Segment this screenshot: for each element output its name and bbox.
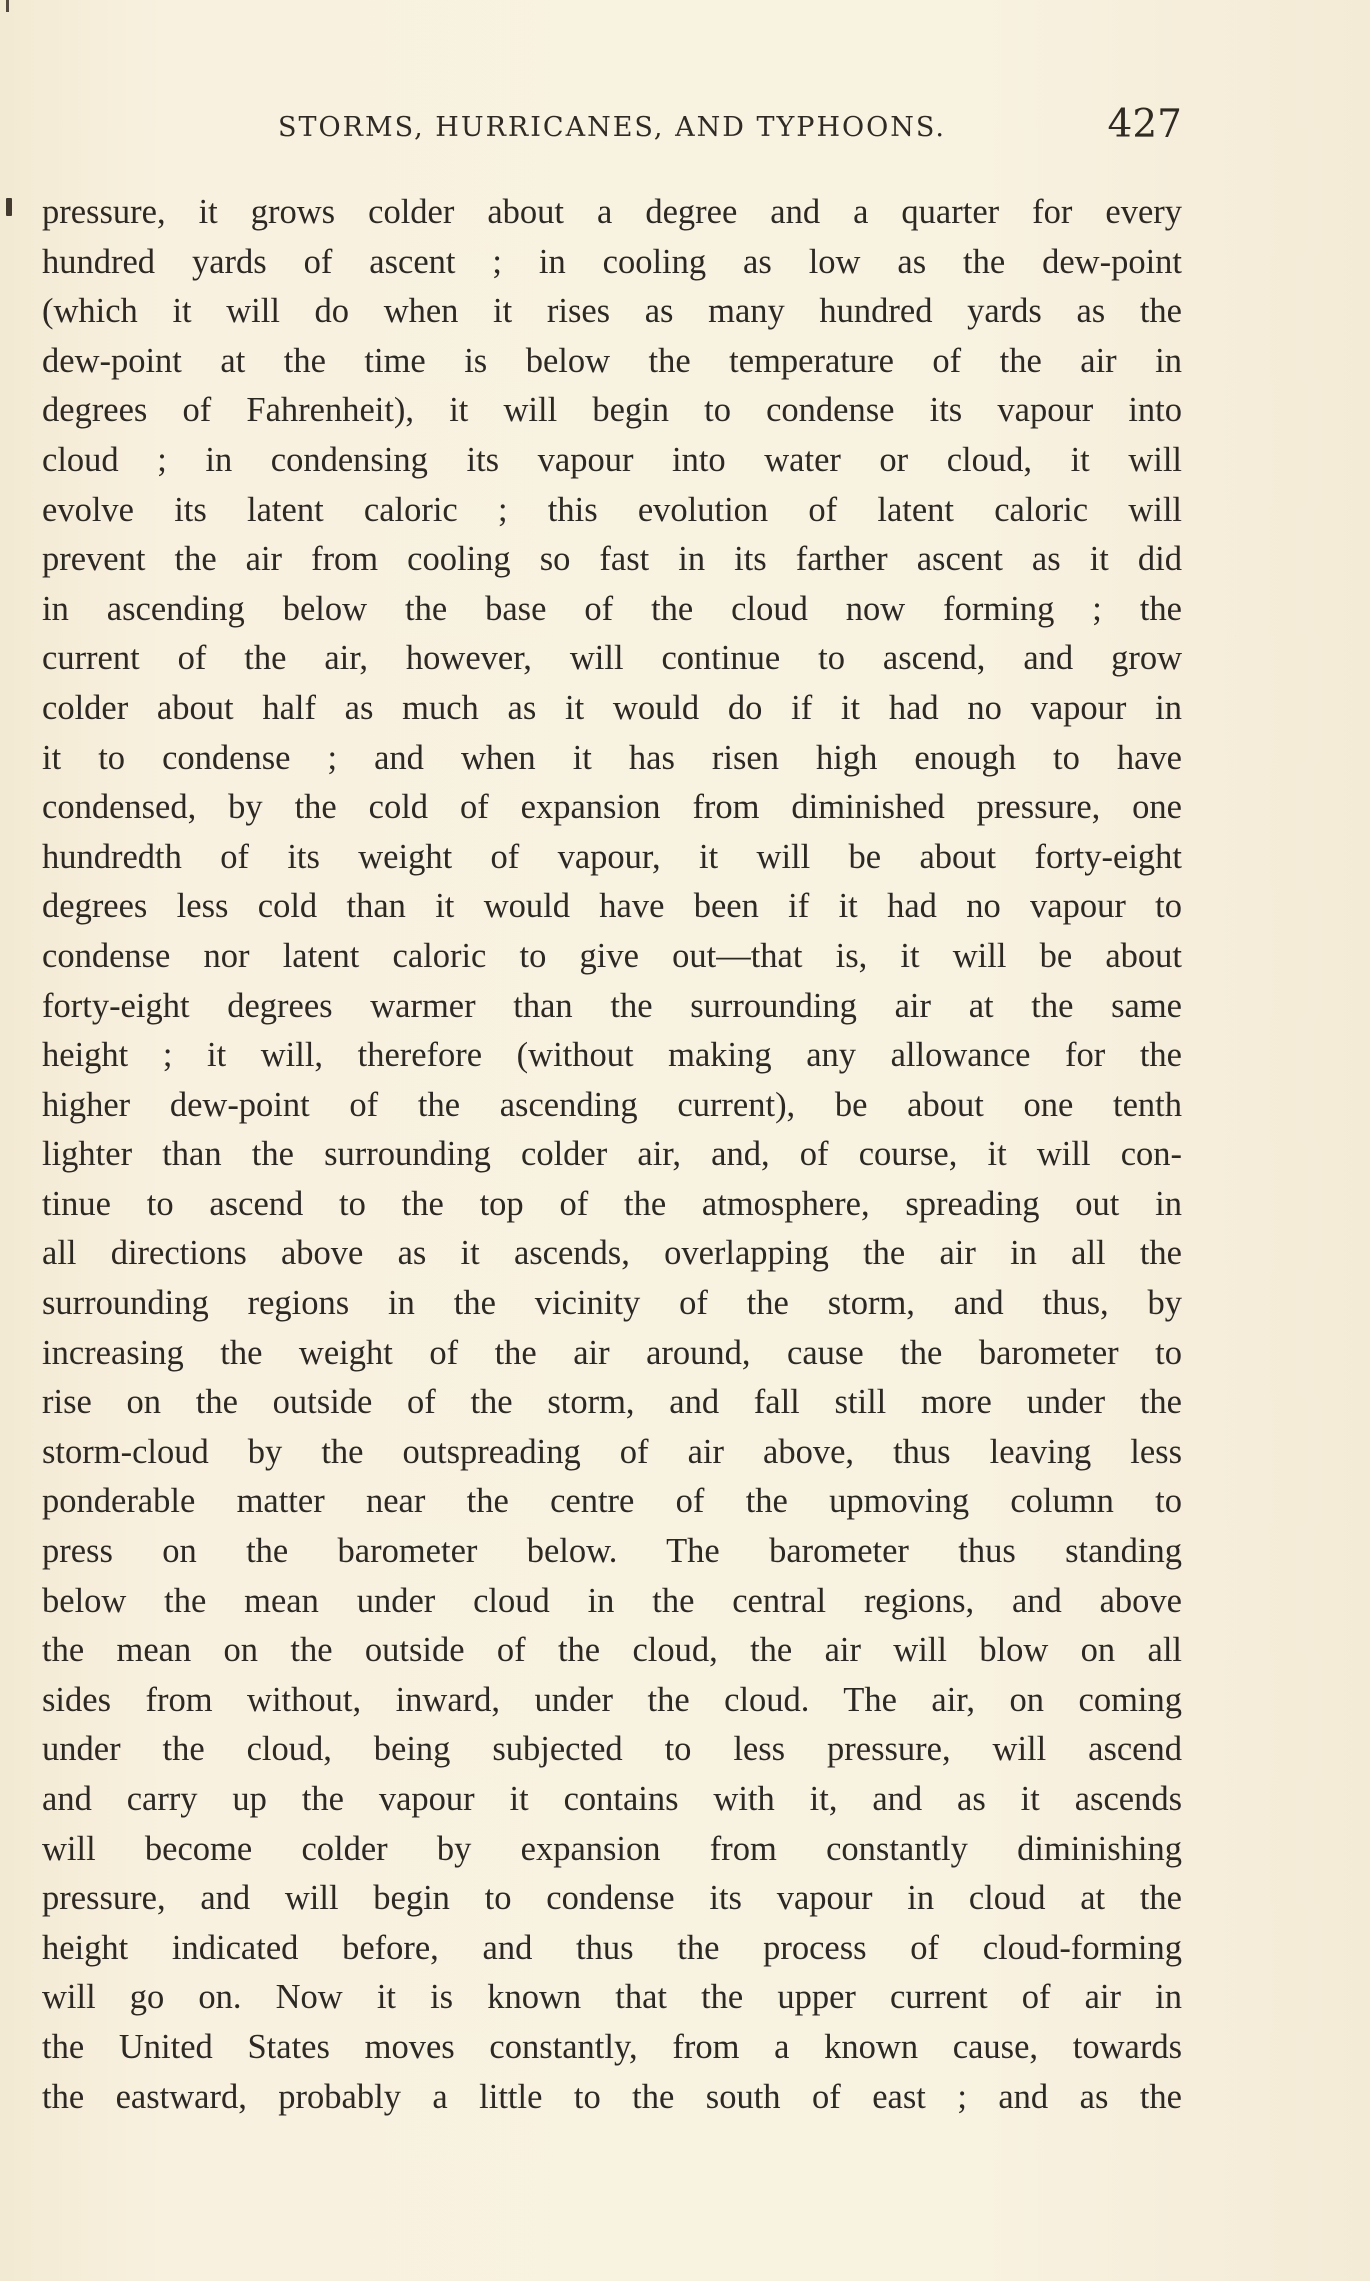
text-line: increasing the weight of the air around, cause the barometer to — [42, 1333, 1182, 1372]
text-line: higher dew-point of the ascending current), be about one tenth — [42, 1085, 1182, 1124]
text-line: ponderable matter near the centre of the upmoving column to — [42, 1482, 1182, 1521]
text-line: the mean on the outside of the cloud, the air will blow on all — [42, 1631, 1182, 1670]
text-line: height ; it will, therefore (without making any allowance for the — [42, 1036, 1182, 1075]
text-line: colder about half as much as it would do if it had no vapour in — [42, 688, 1182, 727]
running-title: STORMS, HURRICANES, AND TYPHOONS. — [277, 112, 947, 143]
text-line: hundredth of its weight of vapour, it will be about forty-eight — [42, 837, 1182, 876]
text-line: cloud ; in condensing its vapour into water or cloud, it will — [42, 440, 1182, 479]
text-line: tinue to ascend to the top of the atmosphere, spreading out in — [42, 1184, 1182, 1223]
text-line: condensed, by the cold of expansion from diminished pressure, one — [42, 788, 1182, 827]
margin-mark — [6, 198, 12, 216]
text-line: degrees of Fahrenheit), it will begin to condense its vapour into — [42, 391, 1182, 430]
text-line: forty-eight degrees warmer than the surrounding air at the same — [42, 986, 1182, 1025]
text-line: current of the air, however, will continue to ascend, and grow — [42, 639, 1182, 678]
scan-mark — [6, 0, 9, 12]
text-line: storm-cloud by the outspreading of air above, thus leaving less — [42, 1432, 1182, 1471]
text-line: hundred yards of ascent ; in cooling as low as the dew-point — [42, 242, 1182, 281]
text-line: all directions above as it ascends, overlapping the air in all the — [42, 1234, 1182, 1273]
text-line: under the cloud, being subjected to less pressure, will ascend — [42, 1730, 1182, 1769]
text-line: and carry up the vapour it contains with it, and as it ascends — [42, 1780, 1182, 1818]
text-line: (which it will do when it rises as many hundred yards as the — [42, 292, 1182, 331]
text-line: it to condense ; and when it has risen high enough to have — [42, 738, 1182, 777]
text-line: degrees less cold than it would have been if it had no vapour to — [42, 887, 1182, 926]
text-line: pressure, it grows colder about a degree and a quarter for every — [42, 193, 1182, 231]
text-line: the eastward, probably a little to the south of east ; and as the — [42, 2077, 1182, 2116]
text-line: will become colder by expansion from constantly diminishing — [42, 1829, 1182, 1868]
text-line: dew-point at the time is below the temperature of the air in — [42, 341, 1182, 380]
text-line: press on the barometer below. The barometer thus standing — [42, 1532, 1182, 1571]
text-line: below the mean under cloud in the central regions, and above — [42, 1581, 1182, 1620]
text-line: sides from without, inward, under the cloud. The air, on coming — [42, 1680, 1182, 1719]
text-line: will go on. Now it is known that the upper current of air in — [42, 1978, 1182, 2017]
text-line: in ascending below the base of the cloud now forming ; the — [42, 589, 1182, 628]
text-line: pressure, and will begin to condense its vapour in cloud at the — [42, 1879, 1182, 1918]
text-line: lighter than the surrounding colder air, and, of course, it will con- — [42, 1135, 1182, 1174]
body-text — [42, 188, 1182, 2122]
text-line: rise on the outside of the storm, and fall still more under the — [42, 1383, 1182, 1422]
text-line: surrounding regions in the vicinity of the storm, and thus, by — [42, 1284, 1182, 1323]
page-number: 427 — [1107, 102, 1182, 147]
text-line: height indicated before, and thus the process of cloud-forming — [42, 1928, 1182, 1967]
text-line: condense nor latent caloric to give out—that is, it will be about — [42, 936, 1182, 975]
running-head — [42, 102, 1182, 152]
text-line: prevent the air from cooling so fast in its farther ascent as it did — [42, 540, 1182, 579]
text-line: evolve its latent caloric ; this evolution of latent caloric will — [42, 490, 1182, 529]
text-line: the United States moves constantly, from a known cause, towards — [42, 2027, 1182, 2066]
